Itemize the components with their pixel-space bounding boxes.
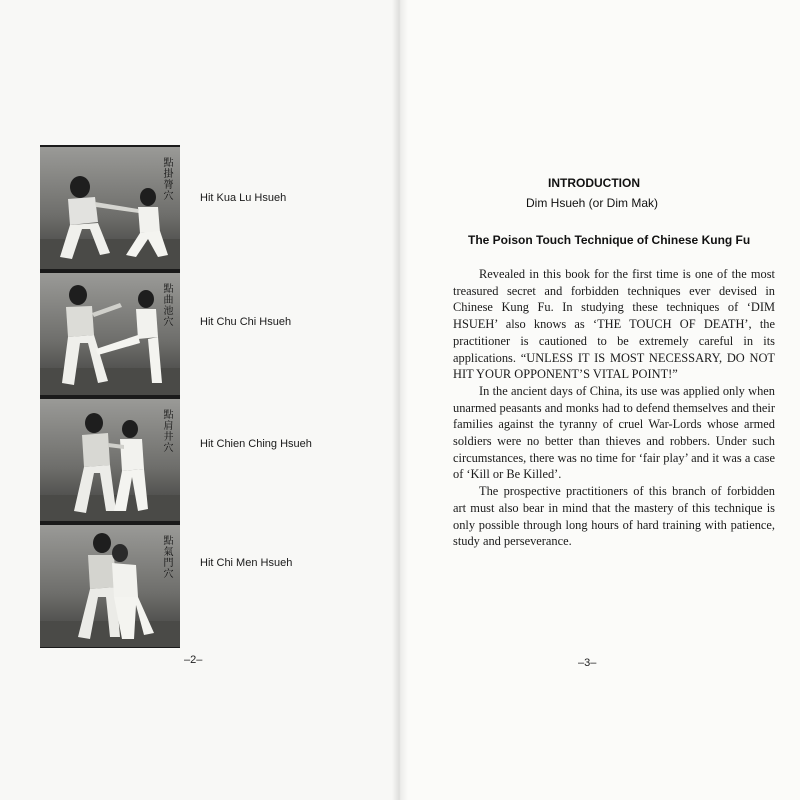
plate-caption-2: Hit Chu Chi Hsueh: [200, 316, 292, 328]
page-number-left: –2–: [184, 654, 203, 666]
plate-photo-3: [40, 399, 180, 521]
plate-photo-1: [40, 147, 180, 269]
plate-photo-2: [40, 273, 180, 395]
photo-strip: [40, 145, 180, 648]
chinese-caption-4: 點氣門穴: [161, 535, 172, 579]
plate-photo-4: [40, 525, 180, 647]
chinese-caption-2: 點曲池穴: [161, 283, 172, 327]
plate-caption-1: Hit Kua Lu Hsueh: [200, 192, 287, 204]
section-heading: The Poison Touch Technique of Chinese Kung Fu: [468, 233, 751, 247]
chinese-caption-3: 點肩井穴: [161, 409, 172, 453]
plate-caption-3: Hit Chien Ching Hsueh: [200, 438, 312, 450]
page-number-right: –3–: [578, 657, 597, 669]
book-gutter: [392, 0, 408, 800]
plate-caption-4: Hit Chi Men Hsueh: [200, 557, 293, 569]
paragraph-1: Revealed in this book for the first time is one of the most treasured secret and forbidden techniques ever devised in Chinese Kung Fu. In studying these techniques of ‘DIM HSUEH’ also knows as ‘THE TOUCH OF DEATH’, the practitioner is cautioned to be extremely careful in its applications. “UNLESS IT IS MOST NECESSARY, DO NOT HIT YOUR OPPONENT’S VITAL POINT!”: [453, 267, 775, 382]
page-subtitle: Dim Hsueh (or Dim Mak): [526, 196, 659, 210]
chinese-caption-1: 點掛膂穴: [161, 157, 172, 201]
paragraph-2: In the ancient days of China, its use was applied only when unarmed peasants and monks had to defend themselves and their families against the tyranny of cruel War-Lords whose armed soldiers were no better than thieves and robbers. Under such circumstances, there was no time for ‘fair play’ and it was a case of ‘Kill or Be Killed’.: [453, 383, 775, 482]
page-title: INTRODUCTION: [548, 176, 640, 190]
paragraph-3: The prospective practitioners of this branch of forbidden art must also bear in mind that the mastery of this technique is only possible through long hours of hard training with patience, study and perseverance.: [453, 484, 775, 549]
introduction-body: [453, 266, 775, 550]
